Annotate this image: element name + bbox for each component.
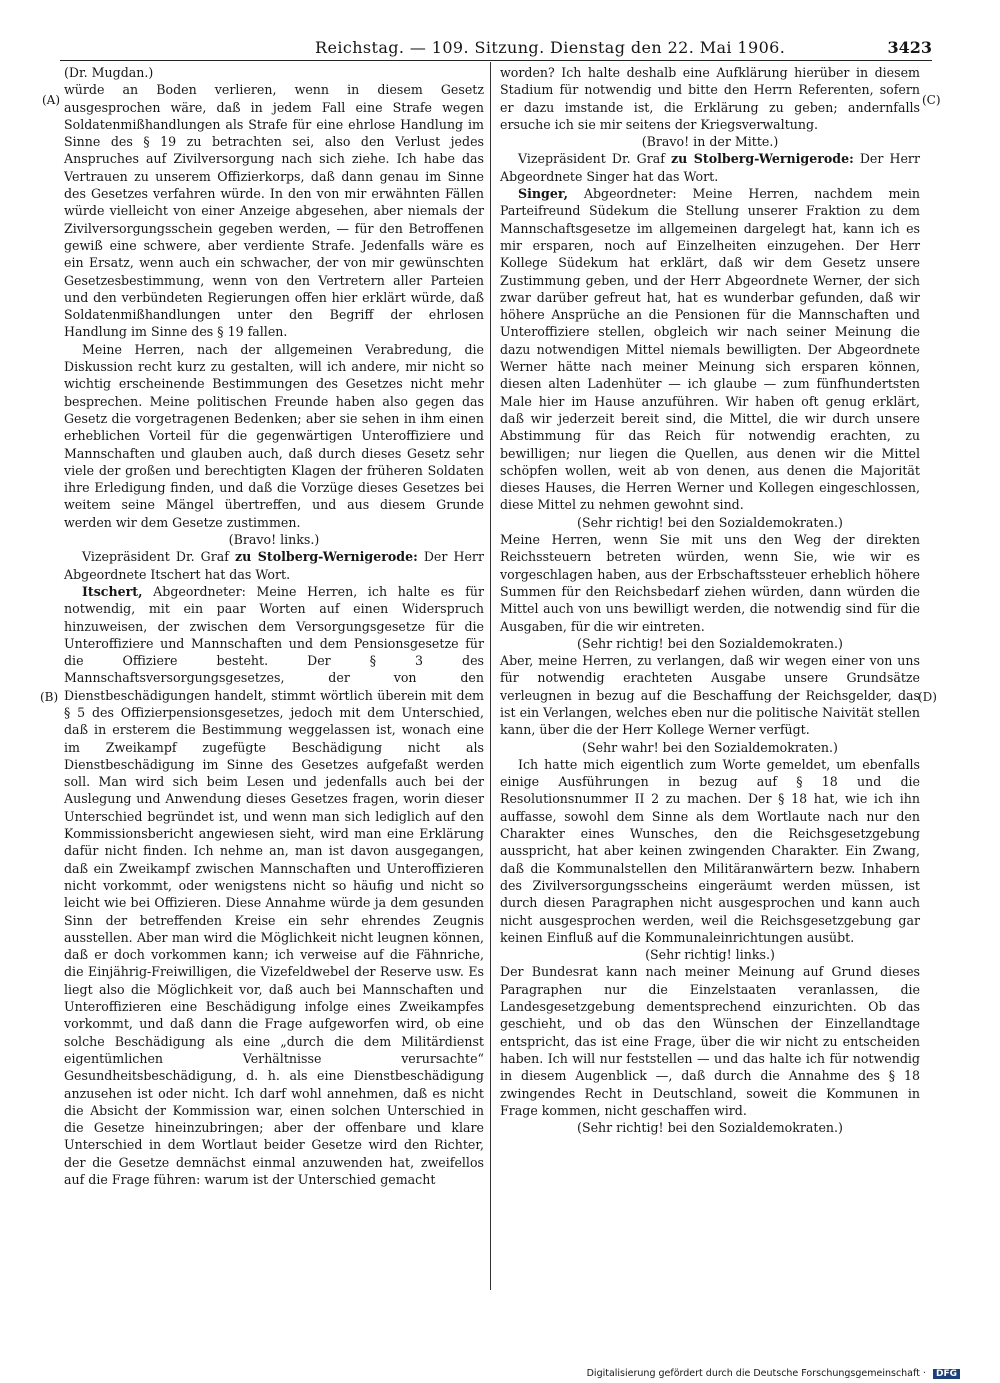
- right-column: [500, 64, 920, 1136]
- interjection: (Bravo! in der Mitte.): [641, 134, 779, 150]
- margin-mark-b: (B): [40, 690, 59, 704]
- interjection: (Sehr wahr! bei den Sozialdemokraten.): [582, 739, 838, 755]
- speaker-name: Singer,: [518, 186, 568, 202]
- vp-text: Der Herr Abgeordnete Itschert hat das Wort.: [64, 549, 484, 582]
- column-divider: [490, 62, 491, 1290]
- speech: [64, 583, 484, 1188]
- margin-mark-d: (D): [918, 690, 937, 704]
- interjection: (Sehr richtig! bei den Sozialdemokraten.): [577, 1120, 843, 1136]
- interjection: (Sehr richtig! links.): [645, 947, 775, 963]
- vice-president-line: [500, 150, 920, 185]
- speech-text: Abgeordneter: Meine Herren, nachdem mein Parteifreund Südekum die Stellung unserer Fraktion zu dem Mannschaftsgesetze im allgemeinen dargelegt hat, kann ich es mir ersparen, noch auf Einzelheiten einzugehen. Der Herr Kollege Südekum hat erklärt, daß wir dem Gesetz unsere Zustimmung geben, und der Herr Abgeordnete Werner, der sich zwar darüber gefreut hat, hat es wunderbar gefunden, daß wir höhere Ansprüche an die Pensionen für die Mannschaften und Unteroffiziere stellen, obgleich wir nach seiner Meinung die dazu notwendigen Mittel niemals bewilligten. Der Abgeordnete Werner hätte nach meiner Meinung sich ersparen können, diesen alten Ladenhüter — ich glaube — zum fünfhundertsten Male hier im Hause anzuführen. Wir haben oft genug erklärt, daß wir jederzeit bereit sind, die Mittel, die wir durch unsere Abstimmung für das Reich für notwendig erachten, zu bewilligen; nur liegen die Quellen, aus denen wir die Mittel schöpfen wollen, weit ab von denen, aus denen die Majorität dieses Hauses, die Herren Werner und Kollegen eingeschlossen, diese Mittel zu nehmen gewohnt sind.: [500, 186, 920, 513]
- paragraph: Meine Herren, nach der allgemeinen Verabredung, die Diskussion recht kurz zu gestalten, will ich andere, mir nicht so wichtig erscheinende Bestimmungen des Gesetzes nicht mehr besprechen. Meine politischen Freunde haben also gegen das Gesetz die vorgetragenen Bedenken; aber sie sehen in ihm einen erheblichen Vorteil für die gegenwärtigen Unteroffiziere und Mannschaften und glauben auch, daß durch dieses Gesetz sehr viele der großen und berechtigten Klagen der früheren Soldaten ihre Erledigung finden, und daß die Vorzüge dieses Gesetzes bei weitem seine Mängel übertreffen, und aus diesem Grunde werden wir dem Gesetze zustimmen.: [64, 341, 484, 530]
- paragraph: Der Bundesrat kann nach meiner Meinung auf Grund dieses Paragraphen nur die Einzelstaaten veranlassen, die Landesgesetzgebung dementsprechend einzurichten. Ob das geschieht, und ob das den Wünschen der Einzellandtage entspricht, das ist eine Frage, über die wir nicht zu entscheiden haben. Ich will nur feststellen — und das halte ich für notwendig in diesem Augenblick —, daß durch die Annahme des § 18 zwingendes Recht in Deutschland, soweit die Kommunen in Frage kommen, nicht geschaffen wird.: [500, 964, 920, 1118]
- vp-name: zu Stolberg-Wernigerode:: [235, 549, 418, 565]
- interjection: (Bravo! links.): [228, 532, 320, 548]
- vp-text: Der Herr Abgeordnete Singer hat das Wort.: [500, 151, 920, 184]
- paragraph: würde an Boden verlieren, wenn in diesem Gesetz ausgesprochen wäre, daß in jedem Fall eine Strafe wegen Soldatenmißhandlungen als Strafe für eine ehrlose Handlung im Sinne des § 19 zu betrachten sei, also den Verlust jedes Anspruches auf Zivilversorgung nach sich ziehe. Ich habe das Vertrauen zu unserem Offizierkorps, daß dann genau im Sinne des Gesetzes verfahren würde. In den von mir erwähnten Fällen würde vielleicht von einer Anzeige abgesehen, aber niemals der Zivilversorgungsschein gegeben werden, — für den Betroffenen gewiß eine schwere, aber verdiente Strafe. Jedenfalls wäre es ein Ersatz, wenn auch ein schwacher, der von mir gewünschten Gesetzesbestimmung, wenn von den Vertretern aller Parteien und den verbündeten Regierungen offen hier erklärt würde, daß Soldatenmißhandlungen unter den Begriff der ehrlosen Handlung im Sinne des § 19 fallen.: [64, 82, 484, 340]
- paragraph: Ich hatte mich eigentlich zum Worte gemeldet, um ebenfalls einige Ausführungen in bezug auf § 18 und die Resolutionsnummer II 2 zu machen. Der § 18 hat, wie ich ihn auffasse, sowohl dem Sinne als dem Wortlaute nach nur den Charakter eines Wunsches, den die Reichsgesetzgebung ausspricht, hat aber keinen zwingenden Charakter. Ein Zwang, daß die Kommunalstellen den Militäranwärtern bezw. Inhabern des Zivilversorgungsscheins eingeräumt werden müssen, ist durch diesen Paragraphen nicht ausgesprochen und kann auch nicht ausgesprochen werden, weil die Reichsgesetzgebung gar keinen Einfluß auf die Kommunaleinrichtungen ausübt.: [500, 756, 920, 945]
- speech: [500, 185, 920, 514]
- header-rule: [60, 60, 932, 61]
- vp-intro: Vizepräsident Dr. Graf: [518, 151, 665, 167]
- vice-president-line: [64, 548, 484, 583]
- speech-text: Abgeordneter: Meine Herren, ich halte es für notwendig, mit ein paar Worten auf einen Widerspruch hinzuweisen, der zwischen dem Versorgungsgesetze für die Unteroffiziere und Mannschaften und dem Pensionsgesetze für die Offiziere besteht. Der § 3 des Mannschaftsversorgungsgesetzes, der von den Dienstbeschädigungen handelt, stimmt wörtlich überein mit dem § 5 des Offizierpensionsgesetzes, jedoch mit dem Unterschied, daß in ersterem die Bestimmung weggelassen ist, wonach eine im Zweikampf zugefügte Beschädigung nicht als Dienstbeschädigung im Sinne des Gesetzes aufgefaßt werden soll. Man wird sich beim Lesen und jedenfalls auch bei der Auslegung und Anwendung dieses Gesetzes fragen, worin dieser Unterschied begründet ist, und wenn man sich lediglich auf den Kommissionsbericht angewiesen sieht, wird man eine Erklärung dafür nicht finden. Ich nehme an, man ist davon ausgegangen, daß ein Zweikampf zwischen Mannschaften und Unteroffizieren nicht vorkommt, oder wenigstens nicht so häufig und nicht so leicht wie bei Offizieren. Diese Annahme würde ja dem gesunden Sinn der betreffenden Kreise ein sehr ehrendes Zeugnis ausstellen. Aber man wird die Möglichkeit nicht leugnen können, daß er doch vorkommen kann; ich verweise auf die Fähnriche, die Einjährig-Freiwilligen, die Vizefeldwebel der Reserve usw. Es liegt also die Möglichkeit vor, daß auch bei Mannschaften und Unteroffizieren eine Beschädigung infolge eines Zweikampfes vorkommt, und daß dann die Frage aufgeworfen wird, ob eine solche Beschädigung als eine „durch die dem Militärdienst eigentümlichen Verhältnisse verursachte“ Gesundheitsbeschädigung, d. h. als eine Dienstbeschädigung anzusehen ist oder nicht. Ich darf wohl annehmen, daß es nicht die Absicht der Kommission war, einen solchen Unterschied in die Gesetze hineinzubringen; aber der offenbare und klare Unterschied in dem Wortlaut beider Gesetze wird den Richter, der die Gesetze demnächst einmal anzuwenden hat, zweifellos auf die Frage führen: warum ist der Unterschied gemacht: [64, 583, 484, 1187]
- page-header: [60, 38, 932, 60]
- footer-text: Digitalisierung gefördert durch die Deutsche Forschungsgemeinschaft ·: [586, 1368, 926, 1379]
- paragraph: worden? Ich halte deshalb eine Aufklärung hierüber in diesem Stadium für notwendig und bitte den Herrn Referenten, sofern er dazu imstande ist, die Erklärung zu geben; andernfalls ersuche ich sie mir seitens der Kriegsverwaltung.: [500, 65, 920, 132]
- dfg-logo-icon: DFG: [933, 1369, 960, 1379]
- interjection: (Sehr richtig! bei den Sozialdemokraten.): [577, 514, 843, 530]
- left-column: [64, 64, 484, 1188]
- page-number: 3423: [887, 38, 932, 57]
- margin-mark-a: (A): [42, 93, 61, 107]
- speaker-name: Itschert,: [82, 583, 143, 599]
- vp-name: zu Stolberg-Wernigerode:: [671, 151, 854, 167]
- margin-mark-c: (C): [922, 93, 941, 107]
- interjection: (Sehr richtig! bei den Sozialdemokraten.): [577, 635, 843, 651]
- footer-credit: [587, 1368, 960, 1379]
- speaker-tag: (Dr. Mugdan.): [64, 65, 154, 80]
- vp-intro: Vizepräsident Dr. Graf: [82, 549, 229, 565]
- paragraph: Aber, meine Herren, zu verlangen, daß wir wegen einer von uns für notwendig erachteten Ausgabe unsere Grundsätze verleugnen in bezug auf die Beschaffung der Reichsgelder, das ist ein Verlangen, welches eben nur die politische Naivität stellen kann, über die der Herr Kollege Werner verfügt.: [500, 653, 920, 738]
- running-title: Reichstag. — 109. Sitzung. Dienstag den 22. Mai 1906.: [315, 38, 786, 57]
- paragraph: Meine Herren, wenn Sie mit uns den Weg der direkten Reichssteuern betreten würden, wenn Sie, wie wir es vorgeschlagen haben, aus der Erbschaftssteuer erheblich höhere Summen für den Reichsbedarf ziehen würden, dann würden die Mittel auch von uns bewilligt werden, die notwendig sind für die Ausgaben, für die wir eintreten.: [500, 532, 920, 634]
